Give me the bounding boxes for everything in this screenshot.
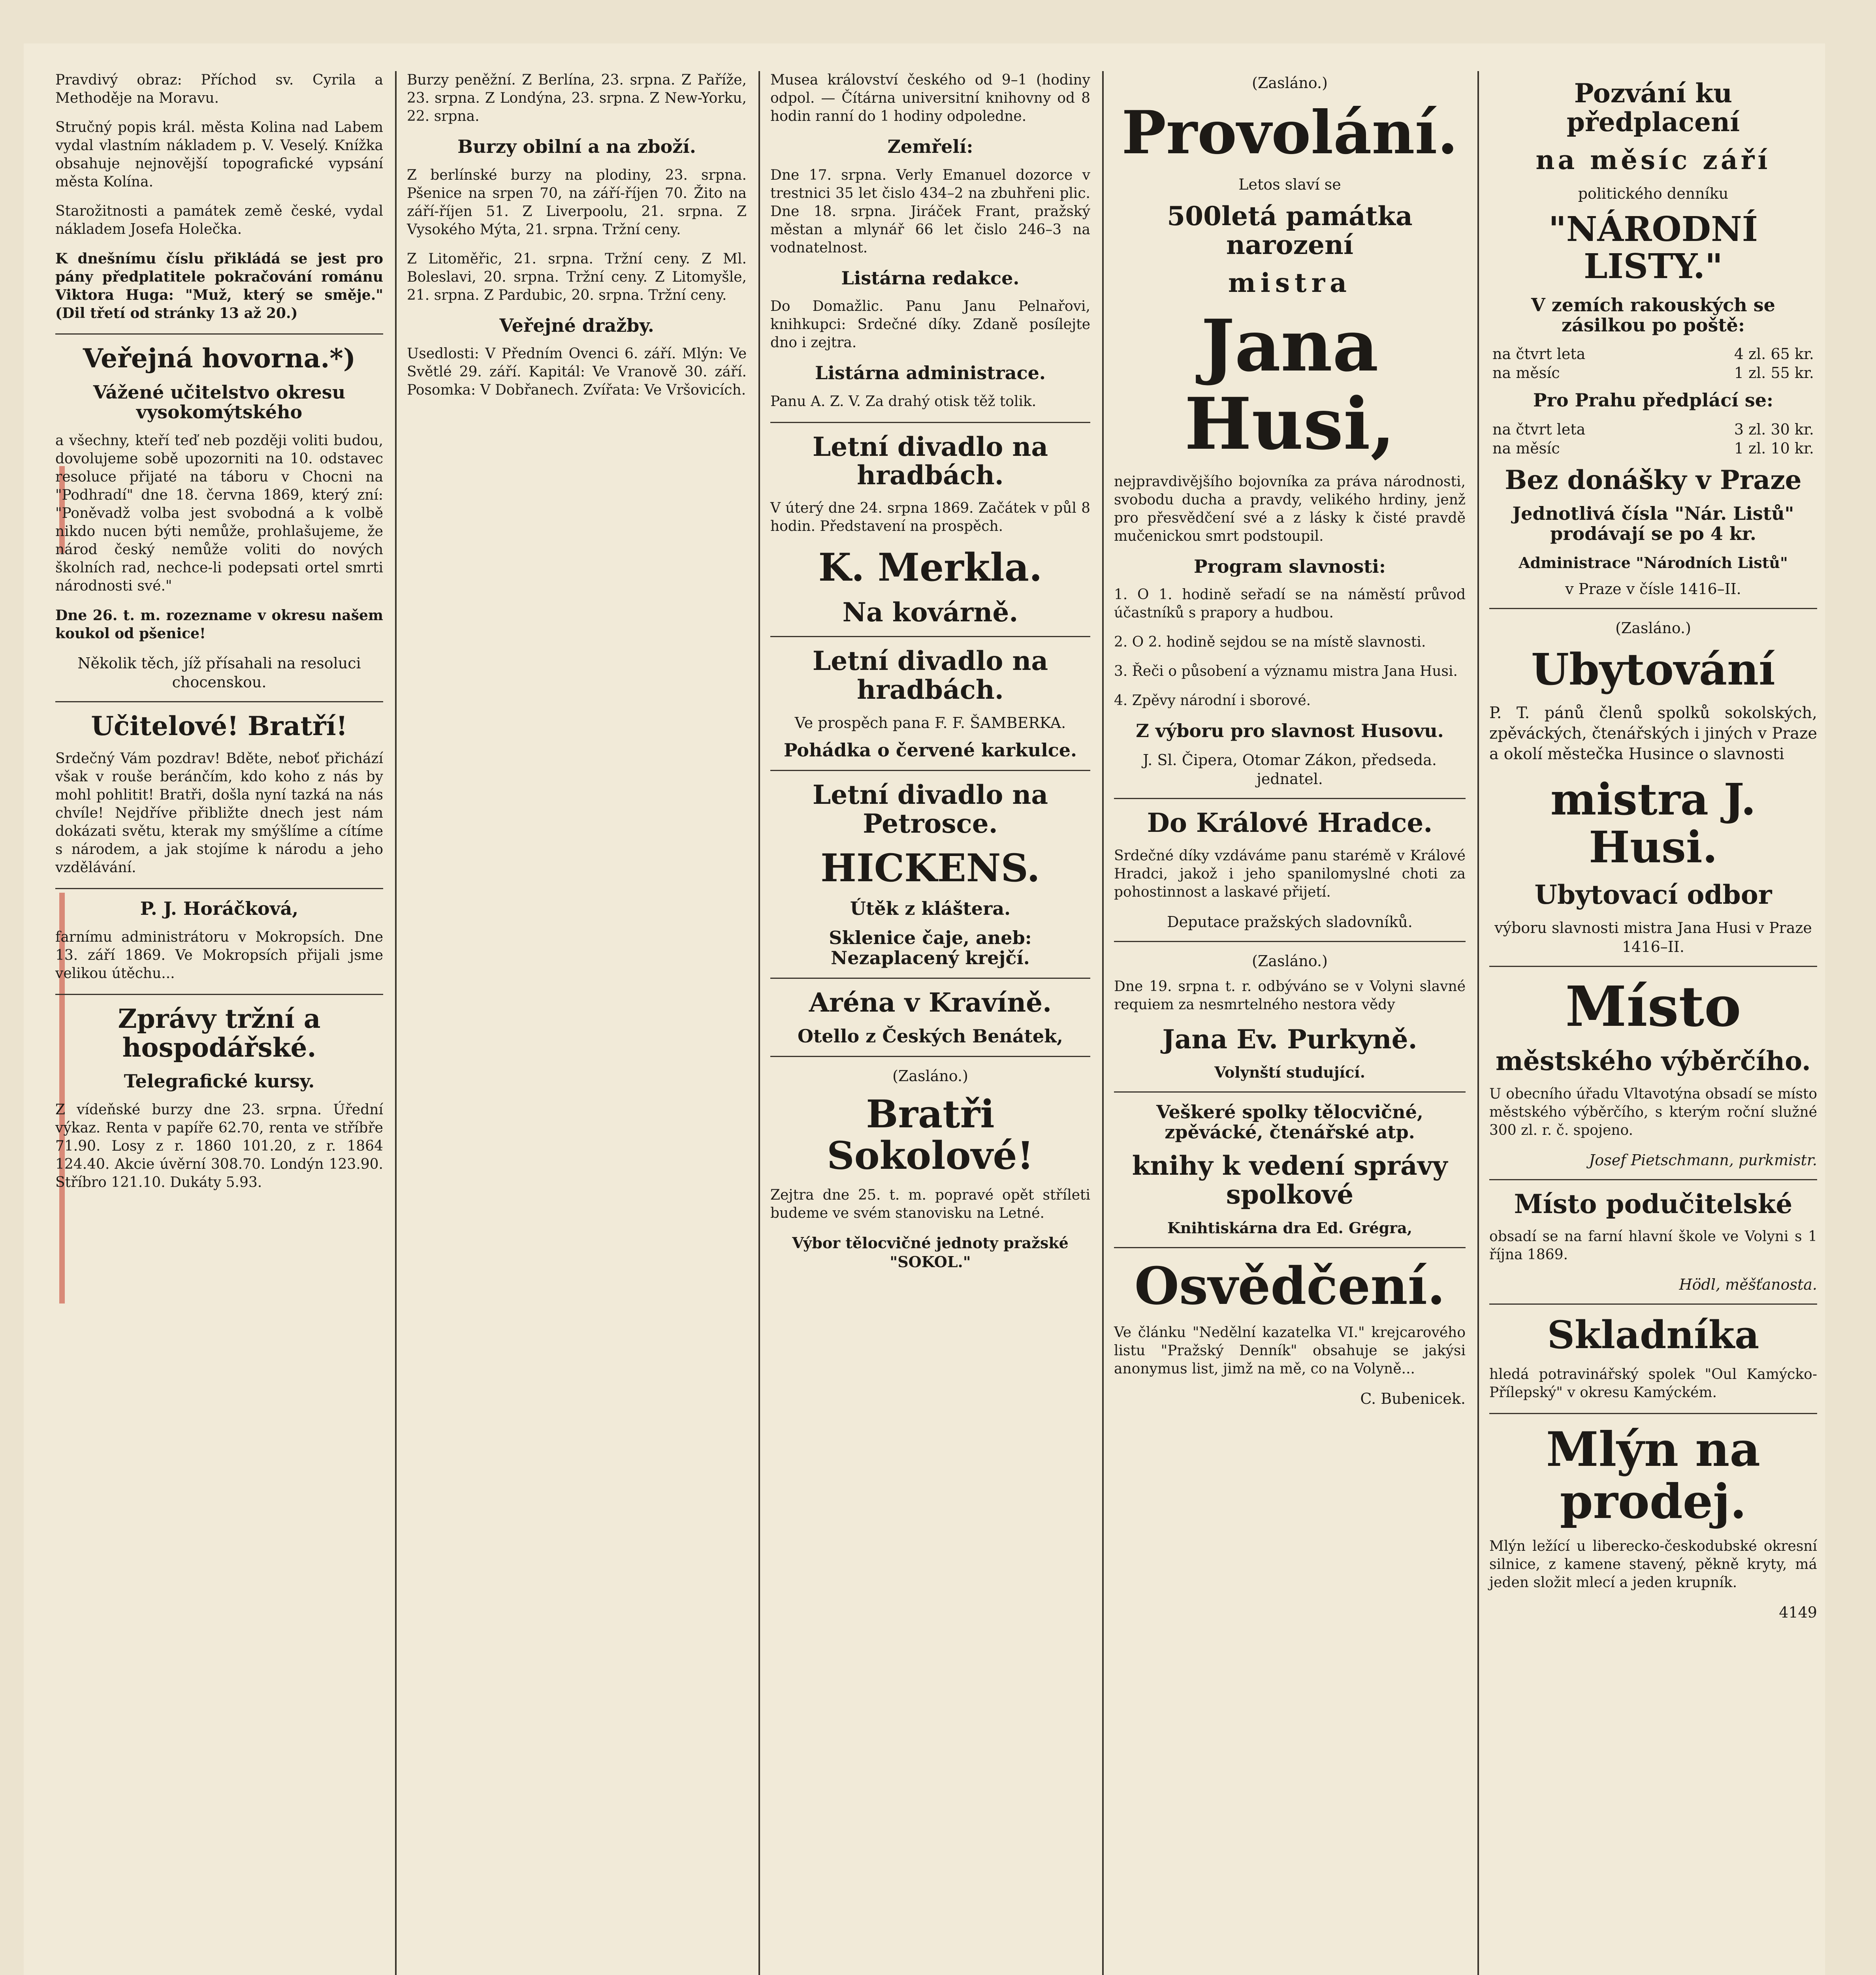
- table-row: [1489, 363, 1817, 382]
- section-heading: Aréna v Kravíně.: [809, 987, 1052, 1018]
- section-heading: Otello z Českých Benátek,: [797, 1025, 1063, 1047]
- section-heading: Jana Ev. Purkyně.: [1162, 1023, 1417, 1055]
- address: v Praze v čísle 1416–II.: [1565, 580, 1741, 598]
- section-heading: Bratři Sokolové!: [827, 1091, 1034, 1178]
- section-heading: knihy k vedení správy spolkové: [1132, 1150, 1448, 1210]
- article-text: Do Domažlic. Panu Janu Pelnařovi, knihkupci: Srdečné díky. Zdaně posílejte dno i zejtra.: [770, 298, 1090, 351]
- section-heading: Pohádka o červené karkulce.: [783, 739, 1077, 761]
- section-heading: Ubytování: [1531, 643, 1775, 695]
- section-heading: Učitelové! Bratří!: [91, 710, 348, 741]
- section-heading: Veřejné dražby.: [499, 314, 654, 336]
- section-heading: Mlýn na prodej.: [1546, 1421, 1761, 1529]
- publisher: Knihtiskárna dra Ed. Grégra,: [1167, 1219, 1413, 1237]
- column-3: [770, 71, 1090, 1279]
- article-text: Burzy peněžní. Z Berlína, 23. srpna. Z Paříže, 23. srpna. Z Londýna, 23. srpna. Z New-Yorku, 22. srpna.: [407, 72, 747, 124]
- price-table: [1489, 344, 1817, 382]
- price-period: na čtvrt leta: [1492, 420, 1586, 438]
- article-text: Dne 26. t. m. rozezname v okresu našem koukol od pšenice!: [55, 607, 383, 642]
- section-heading: Na kovárně.: [842, 596, 1018, 628]
- column-rule: [1102, 71, 1104, 1975]
- article-text: Dne 19. srpna t. r. odbýváno se v Volyni slavné requiem za nesmrtelného nestora vědy: [1114, 978, 1466, 1013]
- section-heading: Z výboru pro slavnost Husovu.: [1136, 720, 1444, 742]
- signature: Administrace "Národních Listů": [1518, 553, 1788, 572]
- article-text: Z berlínské burzy na plodiny, 23. srpna. Pšenice na srpen 70, na září-říjen 70. Žito na září-říjen 51. Z Liverpoolu, 21. srpna. Z Vysokého Mýta, 21. srpna. Tržní ceny.: [407, 167, 747, 238]
- newspaper-name: "NÁRODNÍ LISTY.": [1549, 209, 1758, 287]
- section-heading: na měsíc září: [1535, 145, 1771, 176]
- section-heading: Burzy obilní a na zboží.: [457, 136, 696, 157]
- list-item: 2. O 2. hodině sejdou se na místě slavnosti.: [1114, 634, 1426, 651]
- section-heading: K. Merkla.: [818, 545, 1042, 590]
- section-heading: Místo: [1565, 974, 1741, 1040]
- article-text: Letos slaví se: [1238, 176, 1341, 193]
- zaslano-label: (Zasláno.): [1252, 74, 1328, 92]
- zaslano-label: (Zasláno.): [892, 1067, 968, 1085]
- price-value: 3 zl. 30 kr.: [1734, 420, 1814, 438]
- list-item: 3. Řeči o působení a významu mistra Jana Husi.: [1114, 663, 1458, 680]
- section-heading: Letní divadlo na Petrosce.: [812, 779, 1048, 839]
- article-text: obsadí se na farní hlavní škole ve Volyni s 1 října 1869.: [1489, 1228, 1817, 1263]
- section-heading: Program slavnosti:: [1193, 555, 1386, 577]
- column-1: [55, 71, 383, 1203]
- signature: Deputace pražských sladovníků.: [1167, 913, 1413, 931]
- column-rule: [395, 71, 397, 1975]
- section-heading: Ubytovací odbor: [1534, 879, 1772, 910]
- article-text: farnímu administrátoru v Mokropsích. Dne 13. září 1869. Ve Mokropsích přijali jsme velikou útěchu...: [55, 929, 383, 982]
- section-heading: Letní divadlo na hradbách.: [812, 645, 1048, 705]
- price-table: [1489, 420, 1817, 458]
- news-paragraph: Starožitnosti a památek země české, vydal nákladem Josefa Holečka.: [55, 203, 383, 237]
- section-heading: Útěk z kláštera.: [850, 897, 1011, 919]
- section-heading: mistra J. Husi.: [1550, 773, 1756, 873]
- list-item: 4. Zpěvy národní i sborové.: [1114, 692, 1311, 709]
- article-text: Srdečný Vám pozdrav! Bděte, neboť přichází však v rouše beránčím, kdo koho z nás by mohl pohlitit! Bratři, došla nyní tazká na nás chvíle! Nejdříve přibližte dnech jest nám dokázati světu, kterak my smýšlíme a cítíme s národem, a jak stojíme k národu a jeho vzdělávání.: [55, 750, 383, 876]
- section-heading: mistra: [1228, 267, 1352, 299]
- section-heading: Veškeré spolky tělocvičné, zpěvácké, čtenářské atp.: [1156, 1101, 1423, 1143]
- article-text: P. T. pánů členů spolků sokolských, zpěváckých, čtenářských i jiných v Praze a okolí městečka Husince o slavnosti: [1489, 703, 1817, 763]
- column-5: [1489, 71, 1817, 1629]
- price-period: na čtvrt leta: [1492, 345, 1586, 363]
- column-rule: [1477, 71, 1479, 1975]
- section-heading: Místo podučitelské: [1514, 1188, 1793, 1219]
- news-paragraph: Pravdivý obraz: Příchod sv. Cyrila a Methoděje na Moravu.: [55, 72, 383, 106]
- price-period: na měsíc: [1492, 439, 1560, 457]
- news-paragraph: Stručný popis král. města Kolina nad Labem vydal vlastním nákladem p. V. Veselý. Knížka obsahuje nejnovější topografické vypsání města Kolína.: [55, 119, 383, 190]
- section-heading: HICKENS.: [820, 846, 1040, 891]
- section-heading: Osvědčení.: [1134, 1255, 1445, 1316]
- price-value: 4 zl. 65 kr.: [1734, 345, 1814, 363]
- section-heading: Bez donášky v Praze: [1505, 464, 1802, 495]
- news-paragraph: K dnešnímu číslu přikládá se jest pro pány předplatitele pokračování románu Viktora Huga: "Muž, který se směje." (Dil třetí od stránky 13 až 20.): [55, 250, 383, 322]
- section-heading: Jana Husi,: [1184, 304, 1395, 466]
- list-item: 1. O 1. hodině seřadí se na náměstí průvod účastníků s prapory a hudbou.: [1114, 587, 1466, 621]
- section-heading: V zemích rakouských se zásilkou po poště:: [1531, 294, 1775, 336]
- signature: Josef Pietschmann, purkmistr.: [1589, 1151, 1817, 1169]
- signature: Několik těch, jíž přísahali na resoluci chocenskou.: [77, 654, 361, 691]
- signature: J. Sl. Čipera, Otomar Zákon, předseda. jednatel.: [1143, 751, 1437, 788]
- column-4: [1114, 71, 1466, 1415]
- article-text: politického denníku: [1578, 184, 1729, 202]
- article-text: Ve prospěch pana F. F. ŠAMBERKA.: [794, 714, 1066, 732]
- signature: Hödl, měšťanosta.: [1679, 1276, 1817, 1294]
- signature: C. Bubenicek.: [1360, 1390, 1466, 1407]
- section-heading: Listárna redakce.: [841, 267, 1020, 289]
- article-text: Dne 17. srpna. Verly Emanuel dozorce v trestnici 35 let čislo 434–2 na zbuhřeni plic. Dne 18. srpna. Jiráček Frant, pražský městan a mlynář 66 let čislo 246–3 na vodnatelnost.: [770, 167, 1090, 256]
- article-text: V úterý dne 24. srpna 1869. Začátek v půl 8 hodin. Představení na prospěch.: [770, 500, 1090, 534]
- signature: Volynští studující.: [1214, 1063, 1365, 1082]
- section-heading: Provolání.: [1121, 98, 1458, 167]
- section-heading: Veřejná hovorna.*): [83, 343, 356, 374]
- column-rule: [758, 71, 760, 1975]
- article-text: Usedlosti: V Předním Ovenci 6. září. Mlýn: Ve Světlé 29. září. Kapitál: Ve Vranově 30. září. Posomka: V Dobřanech. Zvířata: Ve Vršovicích.: [407, 346, 747, 399]
- article-text: Ve článku "Nedělní kazatelka VI." krejcarového listu "Pražský Denník" obsahuje se jakýsi anonymus list, jimž na mě, co na Volyně...: [1114, 1324, 1466, 1377]
- address: výboru slavnosti mistra Jana Husi v Praze 1416–II.: [1494, 919, 1812, 956]
- article-text: Z Litoměřic, 21. srpna. Tržní ceny. Z Ml. Boleslavi, 20. srpna. Tržní ceny. Z Litomyšle, 21. srpna. Z Pardubic, 20. srpna. Tržní ceny.: [407, 250, 747, 303]
- section-heading: městského výběrčího.: [1495, 1046, 1811, 1077]
- article-text: Mlýn ležící u liberecko-českodubské okresní silnice, z kamene stavený, pěkně kryty, má jeden složit mlecí a jeden krupník.: [1489, 1538, 1817, 1591]
- ad-number: 4149: [1779, 1603, 1817, 1621]
- article-text: Zejtra dne 25. t. m. popravé opět stříleti budeme ve svém stanovisku na Letné.: [770, 1187, 1090, 1221]
- price-value: 1 zl. 10 kr.: [1734, 439, 1814, 457]
- article-text: U obecního úřadu Vltavotýna obsadí se místo městského výběrčího, s kterým roční služné 300 zl. r. č. spojeno.: [1489, 1085, 1817, 1138]
- table-row: [1489, 439, 1817, 458]
- price-value: 1 zl. 55 kr.: [1734, 364, 1814, 382]
- article-text: nejpravdivějšího bojovníka za práva národnosti, svobodu ducha a pravdy, velikého hrdiny, jenž pro přesvědčení své a z lásky k čisté pravdě mučenickou smrt podstoupil.: [1114, 473, 1466, 544]
- section-heading: Pozvání ku předplacení: [1566, 78, 1740, 137]
- article-text: Musea království českého od 9–1 (hodiny odpol. — Čítárna universitní knihovny od 8 hodin ranní do 1 hodiny odpoledne.: [770, 72, 1090, 124]
- zaslano-label: (Zasláno.): [1615, 619, 1691, 637]
- section-heading: Listárna administrace.: [815, 362, 1046, 384]
- section-heading: P. J. Horáčková,: [140, 898, 299, 920]
- article-text: Srdečné díky vzdáváme panu starémě v Králové Hradci, jakož i jeho spanilomyslné choti za pohostinnost a laskavé přijetí.: [1114, 847, 1466, 900]
- article-text: hledá potravinářský spolek "Oul Kamýcko-Přílepský" v okresu Kamýckém.: [1489, 1366, 1817, 1401]
- section-subheading: Vážené učitelstvo okresu vysokomýtského: [93, 381, 346, 423]
- section-heading: Jednotlivá čísla "Nár. Listů" prodávají se po 4 kr.: [1512, 503, 1794, 544]
- section-heading: Sklenice čaje, aneb: Nezaplacený krejčí.: [829, 927, 1032, 969]
- section-heading: Zemřelí:: [887, 136, 973, 157]
- price-period: na měsíc: [1492, 364, 1560, 382]
- section-heading: Skladníka: [1547, 1313, 1759, 1358]
- article-text: Panu A. Z. V. Za drahý otisk těž tolik.: [770, 393, 1037, 410]
- article-text: Z vídeňské burzy dne 23. srpna. Úřední výkaz. Renta v papíře 62.70, renta ve stříbře 71.90. Losy z r. 1860 101.20, z r. 1864 124.40. Akcie úvěrní 308.70. Londýn 123.90. Stříbro 121.10. Dukáty 5.93.: [55, 1101, 383, 1191]
- section-heading: 500letá památka narození: [1167, 201, 1413, 260]
- section-subheading: Telegrafické kursy.: [124, 1070, 315, 1092]
- section-heading: Letní divadlo na hradbách.: [812, 431, 1048, 491]
- column-2: [407, 71, 747, 410]
- zaslano-label: (Zasláno.): [1252, 952, 1328, 970]
- section-heading: Zprávy tržní a hospodářské.: [118, 1003, 321, 1063]
- table-row: [1489, 420, 1817, 439]
- table-row: [1489, 344, 1817, 363]
- section-heading: Pro Prahu předplácí se:: [1533, 389, 1773, 411]
- section-heading: Do Králové Hradce.: [1147, 807, 1433, 838]
- signature: Výbor tělocvičné jednoty pražské "SOKOL.": [792, 1234, 1069, 1271]
- article-text: a všechny, kteří teď neb později voliti budou, dovolujeme sobě upozorniti na 10. odstavec resoluce přijaté na táboru v Chocni na "Podhradí" dne 18. června 1869, který zní: "Poněvadž volba jest svobodná a k volbě nikdo nucen býti nemůže, prohlašujeme, že národ český nemůže voliti do nových školních rad, nechce-li podepsati ortel smrti národnosti své.": [55, 432, 383, 594]
